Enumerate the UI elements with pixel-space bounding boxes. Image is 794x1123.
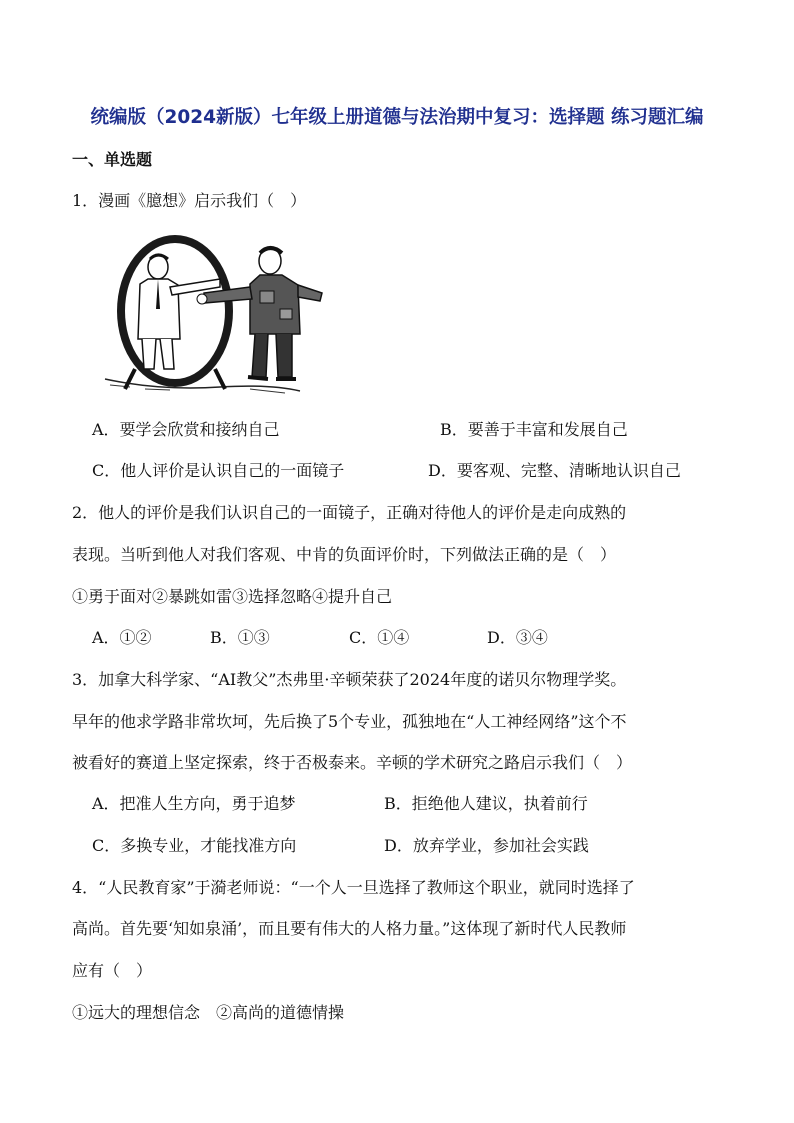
q4-stem-line-3: 应有（ ） bbox=[72, 961, 153, 980]
section-heading: 一、单选题 bbox=[72, 150, 153, 169]
q3-stem-line-2: 早年的他求学路非常坎坷，先后换了5个专业，孤独地在“人工神经网络”这个不 bbox=[72, 712, 627, 731]
q2-option-b: B．①③ bbox=[210, 628, 270, 647]
q2-option-a: A．①② bbox=[92, 628, 152, 647]
q1-option-b: B．要善于丰富和发展自己 bbox=[440, 420, 628, 439]
document-title: 统编版（2024新版）七年级上册道德与法治期中复习：选择题 练习题汇编 bbox=[90, 107, 704, 128]
q1-stem: 1．漫画《臆想》启示我们（ ） bbox=[72, 191, 307, 210]
q2-option-d: D．③④ bbox=[487, 628, 548, 647]
q3-option-b: B．拒绝他人建议，执着前行 bbox=[384, 794, 588, 813]
q4-stem-line-1: 4．“人民教育家”于漪老师说：“一个人一旦选择了教师这个职业，就同时选择了 bbox=[72, 878, 635, 897]
q3-option-c: C．多换专业，才能找准方向 bbox=[92, 836, 297, 855]
q4-items: ①远大的理想信念 ②高尚的道德情操 bbox=[72, 1003, 345, 1022]
q1-option-d: D．要客观、完整、清晰地认识自己 bbox=[428, 461, 681, 480]
q4-stem-line-2: 高尚。首先要‘知如泉涌’，而且要有伟大的人格力量。”这体现了新时代人民教师 bbox=[72, 919, 627, 938]
q1-option-a: A．要学会欣赏和接纳自己 bbox=[92, 420, 280, 439]
q2-option-c: C．①④ bbox=[349, 628, 410, 647]
q2-items: ①勇于面对②暴跳如雷③选择忽略④提升自己 bbox=[72, 587, 393, 606]
q3-stem-line-1: 3．加拿大科学家、“AI教父”杰弗里·辛顿荣获了2024年度的诺贝尔物理学奖。 bbox=[72, 670, 627, 689]
q2-stem-line-1: 2．他人的评价是我们认识自己的一面镜子，正确对待他人的评价是走向成熟的 bbox=[72, 503, 627, 522]
q1-option-c: C．他人评价是认识自己的一面镜子 bbox=[92, 461, 345, 480]
q2-stem-line-2: 表现。当听到他人对我们客观、中肯的负面评价时，下列做法正确的是（ ） bbox=[72, 545, 617, 564]
mirror-cartoon-image bbox=[100, 229, 330, 399]
q3-option-d: D．放弃学业，参加社会实践 bbox=[384, 836, 589, 855]
q3-option-a: A．把准人生方向，勇于追梦 bbox=[92, 794, 296, 813]
q3-stem-line-3: 被看好的赛道上坚定探索，终于否极泰来。辛顿的学术研究之路启示我们（ ） bbox=[72, 753, 633, 772]
